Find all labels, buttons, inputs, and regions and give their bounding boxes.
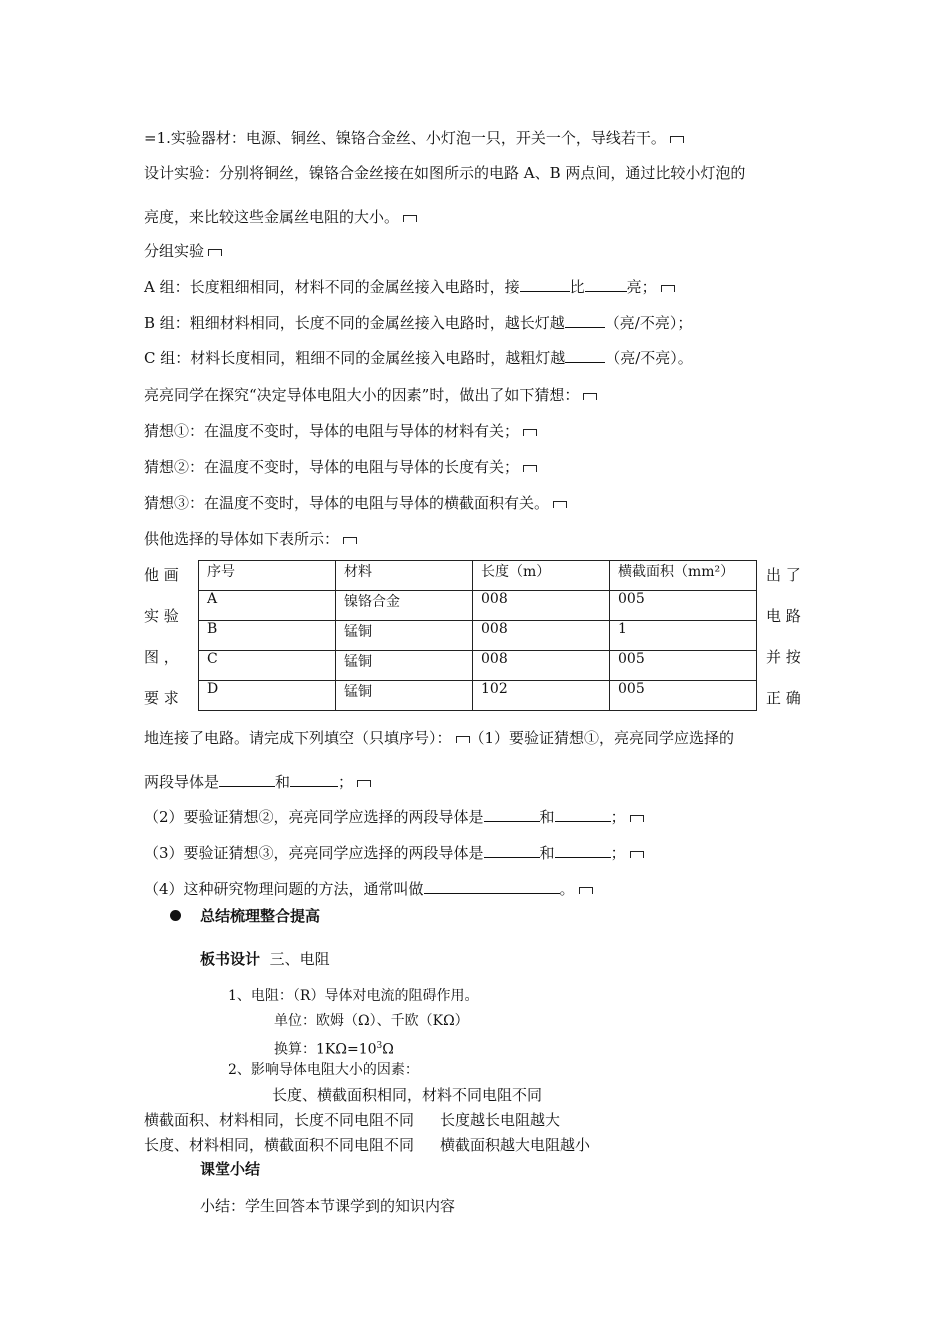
table-row <box>199 591 757 621</box>
design-line: 设计实验：分别将铜丝，镍铬合金丝接在如图所示的电路 A、B 两点间，通过比较小灯泡的 <box>144 164 746 182</box>
paragraph-mark-icon <box>523 429 537 436</box>
table-header-row <box>199 561 757 591</box>
table-header: 序号 <box>199 561 336 591</box>
factors-title: 2、影响导体电阻大小的因素： <box>228 1062 419 1078</box>
conductor-table <box>198 560 757 711</box>
table-cell: 102 <box>473 681 610 711</box>
table-header: 横截面积（mm²） <box>610 561 757 591</box>
paragraph-mark-icon <box>630 815 644 822</box>
table-cell: B <box>199 621 336 651</box>
paragraph-mark-icon <box>553 501 567 508</box>
hypothesis-2: 猜想②：在温度不变时，导体的电阻与导体的长度有关； <box>144 456 537 478</box>
equipment-line: =1.实验器材：电源、铜丝、镍铬合金丝、小灯泡一只，开关一个，导线若干。 <box>144 127 684 149</box>
blank <box>219 772 275 787</box>
table-header: 长度（m） <box>473 561 610 591</box>
table-cell: 008 <box>473 621 610 651</box>
class-summary-text: 小结：学生回答本节课学到的知识内容 <box>200 1197 456 1215</box>
side-text-right: 并 按 <box>766 648 801 666</box>
blank <box>565 348 605 363</box>
group-c-line: C 组：材料长度相同，粗细不同的金属丝接入电路时，越粗灯越 （亮/不亮）。 <box>144 349 693 367</box>
question-3-line: （3）要验证猜想③，亮亮同学应选择的两段导体是 和 ； <box>144 842 644 864</box>
paragraph-mark-icon <box>670 136 684 143</box>
table-cell: 008 <box>473 651 610 681</box>
paragraph-mark-icon <box>403 215 417 222</box>
blank <box>565 313 605 328</box>
unit-conversion: 换算：$1K\Omega=10^3\Omega$ <box>274 1041 394 1058</box>
side-text-left: 图 ， <box>144 648 179 666</box>
blank <box>424 879 560 894</box>
table-cell: D <box>199 681 336 711</box>
blank <box>555 807 611 822</box>
side-text-left: 要 求 <box>144 689 179 707</box>
resistance-unit: 单位：欧姆（Ω）、千欧（KΩ） <box>274 1013 469 1029</box>
bullet-icon <box>170 910 181 921</box>
paragraph-mark-icon <box>357 780 371 787</box>
hypothesis-1: 猜想①：在温度不变时，导体的电阻与导体的材料有关； <box>144 420 537 442</box>
board-design: 板书设计 三、电阻 <box>200 950 330 968</box>
factor-material: 长度、横截面积相同，材料不同电阻不同 <box>272 1086 543 1104</box>
class-summary-heading: 课堂小结 <box>200 1160 261 1178</box>
paragraph-mark-icon <box>343 537 357 544</box>
table-cell: 008 <box>473 591 610 621</box>
paragraph-mark-icon <box>579 887 593 894</box>
paragraph-mark-icon <box>661 285 675 292</box>
table-cell: 1 <box>610 621 757 651</box>
factor-length: 横截面积、材料相同，长度不同电阻不同 长度越长电阻越大 <box>144 1111 561 1129</box>
side-text-right: 出 了 <box>766 566 801 584</box>
question-4-line: （4）这种研究物理问题的方法，通常叫做 。 <box>144 878 593 900</box>
question-2-line: （2）要验证猜想②，亮亮同学应选择的两段导体是 和 ； <box>144 806 644 828</box>
blank <box>520 277 570 292</box>
resistance-definition: 1、电阻：（R）导体对电流的阻碍作用。 <box>228 988 479 1004</box>
blank <box>585 277 627 292</box>
blank <box>484 843 540 858</box>
table-cell: C <box>199 651 336 681</box>
section-heading: 总结梳理整合提高 <box>200 907 321 925</box>
table-cell: 005 <box>610 591 757 621</box>
table-cell: 005 <box>610 651 757 681</box>
side-text-right: 电 路 <box>766 607 801 625</box>
blank <box>484 807 540 822</box>
blank <box>290 772 338 787</box>
paragraph-mark-icon <box>456 736 470 743</box>
hypothesis-3: 猜想③：在温度不变时，导体的电阻与导体的横截面积有关。 <box>144 492 567 514</box>
table-row <box>199 621 757 651</box>
side-text-right: 正 确 <box>766 689 801 707</box>
factor-area: 长度、材料相同，横截面积不同电阻不同 横截面积越大电阻越小 <box>144 1136 591 1154</box>
question-intro: 地连接了电路。请完成下列填空（只填序号）： （1）要验证猜想①，亮亮同学应选择的 <box>144 729 735 747</box>
question-1-line: 两段导体是 和 ； <box>144 771 371 793</box>
paragraph-mark-icon <box>523 465 537 472</box>
side-text-left: 他 画 <box>144 566 179 584</box>
group-experiment: 分组实验 <box>144 240 222 262</box>
table-header: 材料 <box>336 561 473 591</box>
hypothesis-intro: 亮亮同学在探究“决定导体电阻大小的因素”时，做出了如下猜想： <box>144 384 597 406</box>
table-row <box>199 651 757 681</box>
table-cell: 锰铜 <box>336 681 473 711</box>
table-cell: 锰铜 <box>336 621 473 651</box>
table-cell: 锰铜 <box>336 651 473 681</box>
paragraph-mark-icon <box>583 393 597 400</box>
table-intro: 供他选择的导体如下表所示： <box>144 528 357 550</box>
table-cell: 005 <box>610 681 757 711</box>
paragraph-mark-icon <box>208 249 222 256</box>
group-b-line: B 组：粗细材料相同，长度不同的金属丝接入电路时，越长灯越 （亮/不亮）； <box>144 314 693 332</box>
group-a-line: A 组：长度粗细相同，材料不同的金属丝接入电路时，接 比 亮； <box>144 276 675 298</box>
design-line-2: 亮度，来比较这些金属丝电阻的大小。 <box>144 206 417 228</box>
table-cell: A <box>199 591 336 621</box>
table-cell: 镍铬合金 <box>336 591 473 621</box>
blank <box>555 843 611 858</box>
side-text-left: 实 验 <box>144 607 179 625</box>
table-row <box>199 681 757 711</box>
paragraph-mark-icon <box>630 851 644 858</box>
